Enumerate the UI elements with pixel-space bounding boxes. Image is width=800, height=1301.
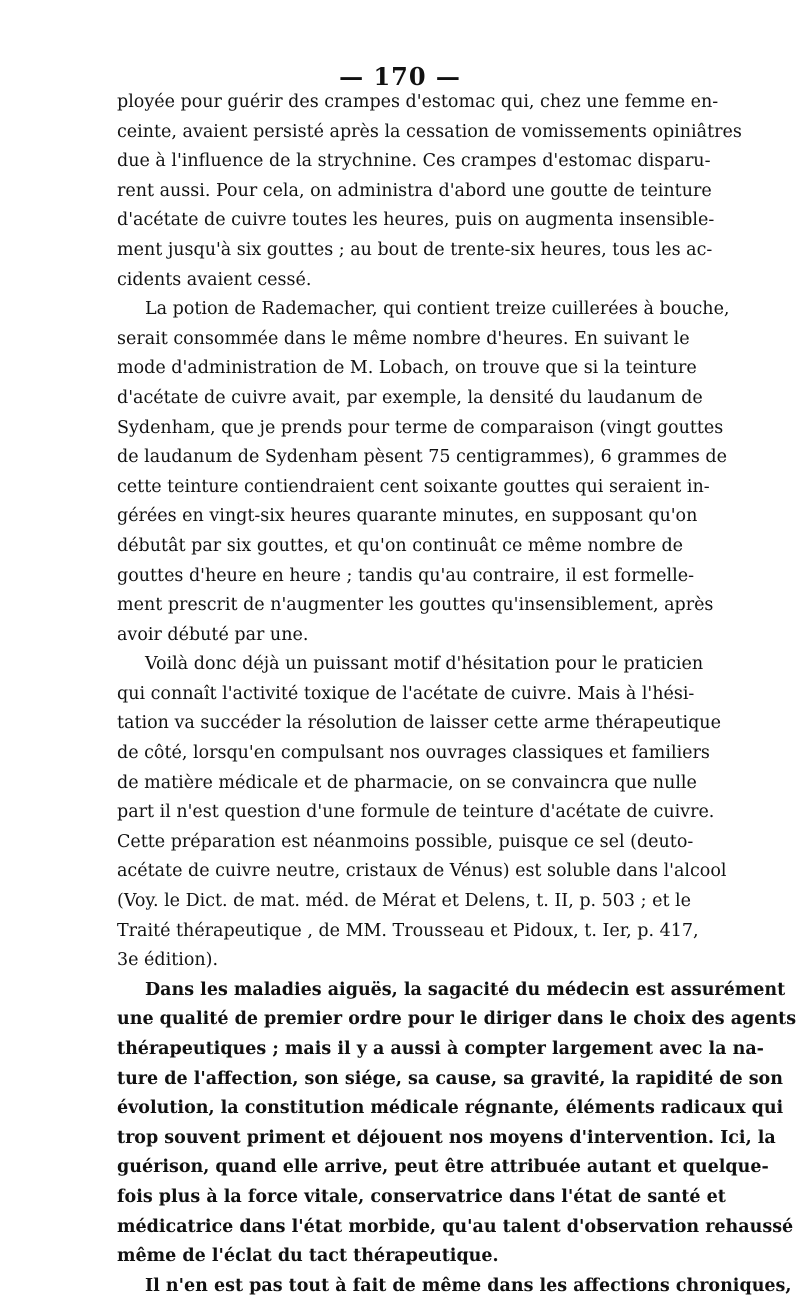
- text-line: guérison, quand elle arrive, peut être attribuée autant et quelque-: [117, 1157, 769, 1178]
- paragraph: [117, 88, 742, 295]
- text-line: Dans les maladies aiguës, la sagacité du médecin est assurément: [145, 979, 786, 1000]
- text-line: acétate de cuivre neutre, cristaux de Vénus) est soluble dans l'alcool: [117, 861, 727, 882]
- text-line: avoir débuté par une.: [117, 624, 309, 645]
- text-line: Voilà donc déjà un puissant motif d'hésitation pour le praticien: [145, 654, 704, 675]
- text-line: tation va succéder la résolution de laisser cette arme thérapeutique: [117, 713, 721, 734]
- text-line: cette teinture contiendraient cent soixante gouttes qui seraient in-: [117, 476, 710, 497]
- text-line: qui connaît l'activité toxique de l'acétate de cuivre. Mais à l'hési-: [117, 683, 695, 704]
- text-line: Il n'en est pas tout à fait de même dans les affections chroniques,: [145, 1275, 792, 1296]
- text-line: gouttes d'heure en heure ; tandis qu'au contraire, il est formelle-: [117, 565, 694, 586]
- text-line: part il n'est question d'une formule de teinture d'acétate de cuivre.: [117, 802, 715, 823]
- text-line: de matière médicale et de pharmacie, on se convaincra que nulle: [117, 772, 697, 793]
- paragraph: [117, 650, 727, 976]
- text-line: 3e édition).: [117, 950, 219, 971]
- text-line: évolution, la constitution médicale régnante, éléments radicaux qui: [117, 1098, 784, 1119]
- text-line: Sydenham, que je prends pour terme de comparaison (vingt gouttes: [117, 417, 724, 438]
- paragraph: [117, 1272, 792, 1301]
- text-line: cidents avaient cessé.: [117, 269, 312, 290]
- text-line: médicatrice dans l'état morbide, qu'au talent d'observation rehaussé: [117, 1216, 794, 1237]
- text-line: d'acétate de cuivre avait, par exemple, la densité du laudanum de: [117, 387, 703, 408]
- text-line: fois plus à la force vitale, conservatrice dans l'état de santé et: [117, 1186, 726, 1207]
- text-line: mode d'administration de M. Lobach, on trouve que si la teinture: [117, 358, 697, 379]
- text-line: ceinte, avaient persisté après la cessation de vomissements opiniâtres: [117, 121, 742, 142]
- text-line: La potion de Rademacher, qui contient treize cuillerées à bouche,: [145, 299, 730, 320]
- text-line: due à l'influence de la strychnine. Ces crampes d'estomac disparu-: [117, 151, 711, 172]
- text-line: d'acétate de cuivre toutes les heures, puis on augmenta insensible-: [117, 210, 715, 231]
- text-line: Cette préparation est néanmoins possible, puisque ce sel (deuto-: [117, 831, 694, 852]
- paragraph: [117, 295, 730, 650]
- text-line: ment prescrit de n'augmenter les gouttes qu'insensiblement, après: [117, 595, 714, 616]
- text-line: gérées en vingt-six heures quarante minutes, en supposant qu'on: [117, 506, 698, 527]
- text-line: thérapeutiques ; mais il y a aussi à compter largement avec la na-: [117, 1039, 764, 1059]
- text-line: ment jusqu'à six gouttes ; au bout de trente-six heures, tous les ac-: [117, 239, 713, 260]
- text-line: ture de l'affection, son siége, sa cause, sa gravité, la rapidité de son: [117, 1068, 783, 1089]
- text-line: Traité thérapeutique , de MM. Trousseau et Pidoux, t. Ier, p. 417,: [117, 920, 699, 941]
- body-text: [117, 88, 797, 1301]
- text-line: (Voy. le Dict. de mat. méd. de Mérat et Delens, t. II, p. 503 ; et le: [117, 891, 691, 912]
- text-line: même de l'éclat du tact thérapeutique.: [117, 1246, 499, 1267]
- page-number: — 170 —: [339, 62, 461, 91]
- text-line: débutât par six gouttes, et qu'on continuât ce même nombre de: [117, 535, 683, 556]
- text-line: une qualité de premier ordre pour le diriger dans le choix des agents: [117, 1009, 797, 1030]
- text-line: rent aussi. Pour cela, on administra d'abord une goutte de teinture: [117, 180, 712, 201]
- text-line: serait consommée dans le même nombre d'heures. En suivant le: [117, 328, 690, 349]
- text-line: de côté, lorsqu'en compulsant nos ouvrages classiques et familiers: [117, 743, 710, 764]
- text-line: ployée pour guérir des crampes d'estomac qui, chez une femme en-: [117, 92, 719, 112]
- paragraph: [117, 976, 797, 1272]
- text-line: de laudanum de Sydenham pèsent 75 centigrammes), 6 grammes de: [117, 447, 727, 468]
- text-line: trop souvent priment et déjouent nos moyens d'intervention. Ici, la: [117, 1127, 776, 1148]
